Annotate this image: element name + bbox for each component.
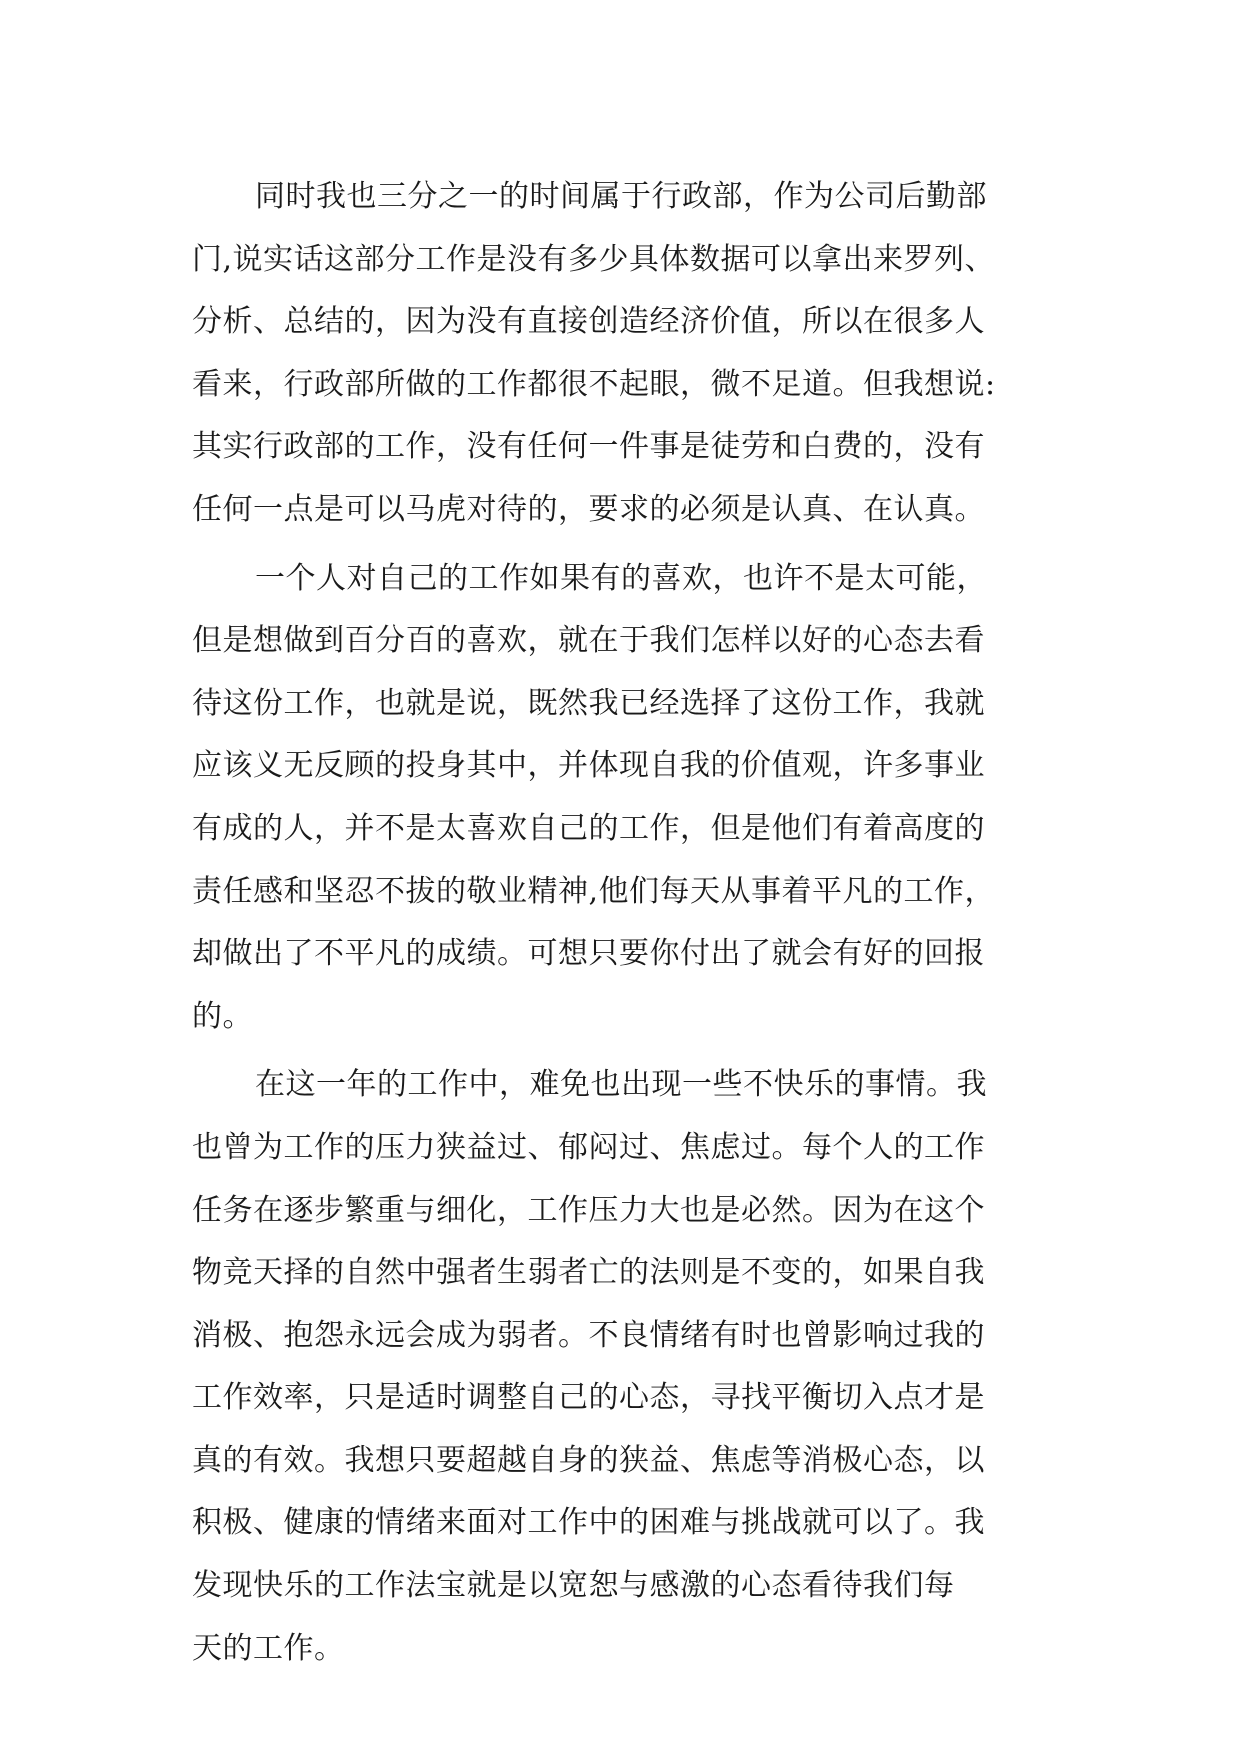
text-line: 但是想做到百分百的喜欢，就在于我们怎样以好的心态去看 xyxy=(192,623,985,659)
text-line: 门,说实话这部分工作是没有多少具体数据可以拿出来罗列、 xyxy=(192,241,996,277)
text-line: 工作效率，只是适时调整自己的心态，寻找平衡切入点才是 xyxy=(192,1380,985,1416)
text-line: 任务在逐步繁重与细化，工作压力大也是必然。因为在这个 xyxy=(192,1192,985,1228)
paragraph-first-line: 一个人对自己的工作如果有的喜欢，也许不是太可能， xyxy=(255,560,987,596)
text-line: 天的工作。 xyxy=(192,1630,345,1666)
paragraph-first-line: 在这一年的工作中，难免也出现一些不快乐的事情。我 xyxy=(255,1067,987,1103)
text-line: 待这份工作，也就是说，既然我已经选择了这份工作，我就 xyxy=(192,685,985,721)
paragraph-first-line: 同时我也三分之一的时间属于行政部，作为公司后勤部 xyxy=(255,179,987,214)
text-line: 真的有效。我想只要超越自身的狭益、焦虑等消极心态，以 xyxy=(192,1442,985,1478)
text-line: 却做出了不平凡的成绩。可想只要你付出了就会有好的回报 xyxy=(192,936,985,972)
text-line: 发现快乐的工作法宝就是以宽恕与感激的心态看待我们每 xyxy=(192,1568,955,1604)
text-line: 任何一点是可以马虎对待的，要求的必须是认真、在认真。 xyxy=(192,491,985,527)
text-line: 应该义无反顾的投身其中，并体现自我的价值观，许多事业 xyxy=(192,748,985,784)
text-line: 其实行政部的工作，没有任何一件事是徒劳和白费的，没有 xyxy=(192,429,985,465)
text-line: 有成的人，并不是太喜欢自己的工作，但是他们有着高度的 xyxy=(192,810,985,846)
text-line: 积极、健康的情绪来面对工作中的困难与挑战就可以了。我 xyxy=(192,1505,985,1541)
text-line: 物竞天择的自然中强者生弱者亡的法则是不变的，如果自我 xyxy=(192,1255,985,1291)
text-line: 责任感和坚忍不拔的敬业精神,他们每天从事着平凡的工作， xyxy=(192,873,996,909)
document-body xyxy=(192,166,1092,1680)
text-line: 分析、总结的，因为没有直接创造经济价值，所以在很多人 xyxy=(192,304,985,340)
text-line: 也曾为工作的压力狭益过、郁闷过、焦虑过。每个人的工作 xyxy=(192,1129,985,1165)
text-line: 看来，行政部所做的工作都很不起眼，微不足道。但我想说: xyxy=(192,366,996,402)
text-line: 的。 xyxy=(192,998,253,1034)
text-line: 消极、抱怨永远会成为弱者。不良情绪有时也曾影响过我的 xyxy=(192,1317,985,1353)
